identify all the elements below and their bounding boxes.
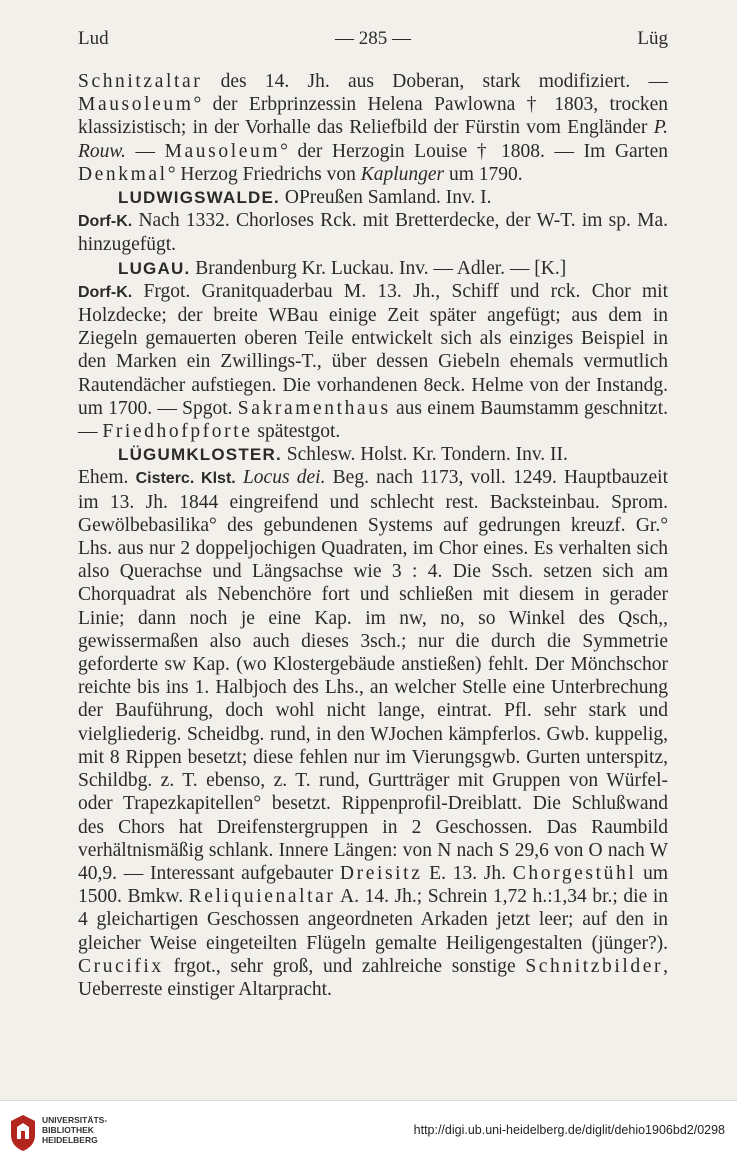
page-text bbox=[78, 70, 668, 1001]
paragraph-lugau-church: Dorf-K. Frgot. Granitquaderbau M. 13. Jh., Schiff und rck. Chor mit Holzdecke; der breite WBau einige Zeit später angefügt; aus dem in Ziegeln gemauerten oberen Teile entwickelt sich als einziges Beispiel in den Marken ein Zwillings-T., über dessen Giebeln ehemals vermutlich Rautendächer aufstiegen. Die vorhandenen 8eck. Helme von der Instandg. um 1700. — Spgot. Sakramenthaus aus einem Baumstamm geschnitzt. — Friedhofpforte spätestgot. bbox=[78, 280, 668, 443]
header-right-keyword: Lüg bbox=[637, 28, 668, 49]
artist-name: P. Rouw. bbox=[78, 117, 668, 162]
entry-heading-lugau: LUGAU. Brandenburg Kr. Luckau. Inv. — Adler. — [K.] bbox=[118, 257, 567, 279]
paragraph-ludwigswalde-church: Dorf-K. Nach 1332. Chorloses Rck. mit Bretterdecke, der W-T. im sp. Ma. hinzugefügt. bbox=[78, 210, 668, 256]
paragraph-doberan-continued: Schnitzaltar des 14. Jh. aus Doberan, stark modifiziert. — Mausoleum° der Erbprinzessin Helena Pawlowna † 1803, trocken klassizistisch; in der Vorhalle das Reliefbild der Fürstin vom Engländer P. Rouw. — Mausoleum° der Herzogin Louise † 1808. — Im Garten Denkmal° Herzog Friedrichs von Kaplunger um 1790. bbox=[78, 71, 668, 185]
running-header bbox=[78, 28, 668, 58]
library-footer bbox=[0, 1100, 737, 1167]
paragraph-luegumkloster-monastery: Ehem. Cisterc. Klst. Locus dei. Beg. nach 1173, voll. 1249. Hauptbauzeit im 13. Jh. 1844 eingreifend und schlecht rest. Backsteinbau. Sprom. Gewölbebasilika° des gebundenen Systems auf gedrungen kreuzf. Gr.° Lhs. aus nur 2 doppeljochigen Quadraten, im Chor eines. Es verhalten sich also Querachse und Längsachse wie 3 : 4. Die Ssch. setzen sich am Chorquadrat als Nebenchöre fort und schließen mit diesem in gerader Linie; dann noch je eine Kap. im nw, no, so Winkel des Qsch,, gewissermaßen also auch dieses 3sch.; nur die durch die Symmetrie geforderte sw Kap. (wo Klostergebäude anstießen) fehlt. Der Mönchschor reichte bis ins 1. Halbjoch des Lhs., an welcher Stelle eine Unterbrechung der Bauführung, doch wohl nicht lange, eintrat. Pfl. sehr stark und vielgliederig. Scheidbg. rund, in den WJochen kämpferlos. Gwb. kuppelig, mit 8 Rippen besetzt; diese fehlen nur im Vierungsgwb. Gurten unterspitz, Schildbg. z. T. ebenso, z. T. rund, Gurtträger mit Gruppen von Würfel- oder Trapezkapitellen° besetzt. Rippenprofil-Dreiblatt. Die Schlußwand des Chors hat Dreifenstergruppen in 2 Geschossen. Das Raumbild verhältnismäßig schlank. Innere Längen: von N nach S 29,6 von O nach W 40,9. — Interessant aufgebauter Dreisitz E. 13. Jh. Chorgestühl um 1500. Bmkw. Reliquienaltar A. 14. Jh.; Schrein 1,72 h.:1,34 br.; die in 4 gleichartigen Geschossen angeordneten Arkaden jetzt leer; auf den in gleicher Weise eingeteilten Flügeln gemalte Heiligengestalten (jünger?). Crucifix frgot., sehr groß, und zahlreiche sonstige Schnitzbilder, Ueberreste einstiger Altarpracht. bbox=[78, 467, 669, 1000]
page-number: — 285 — bbox=[335, 28, 411, 49]
university-seal-icon bbox=[8, 1113, 38, 1153]
source-url-link[interactable]: http://digi.ub.uni-heidelberg.de/diglit/dehio1906bd2/0298 bbox=[413, 1123, 725, 1137]
artist-name: Kaplunger bbox=[360, 163, 445, 185]
header-left-keyword: Lud bbox=[78, 28, 109, 49]
entry-heading-ludwigswalde: LUDWIGSWALDE. OPreußen Samland. Inv. I. bbox=[118, 187, 492, 209]
entry-heading-luegumkloster: LÜGUMKLOSTER. Schlesw. Holst. Kr. Tondern. Inv. II. bbox=[118, 444, 568, 466]
library-name: UNIVERSITÄTS- BIBLIOTHEK HEIDELBERG bbox=[42, 1115, 108, 1145]
